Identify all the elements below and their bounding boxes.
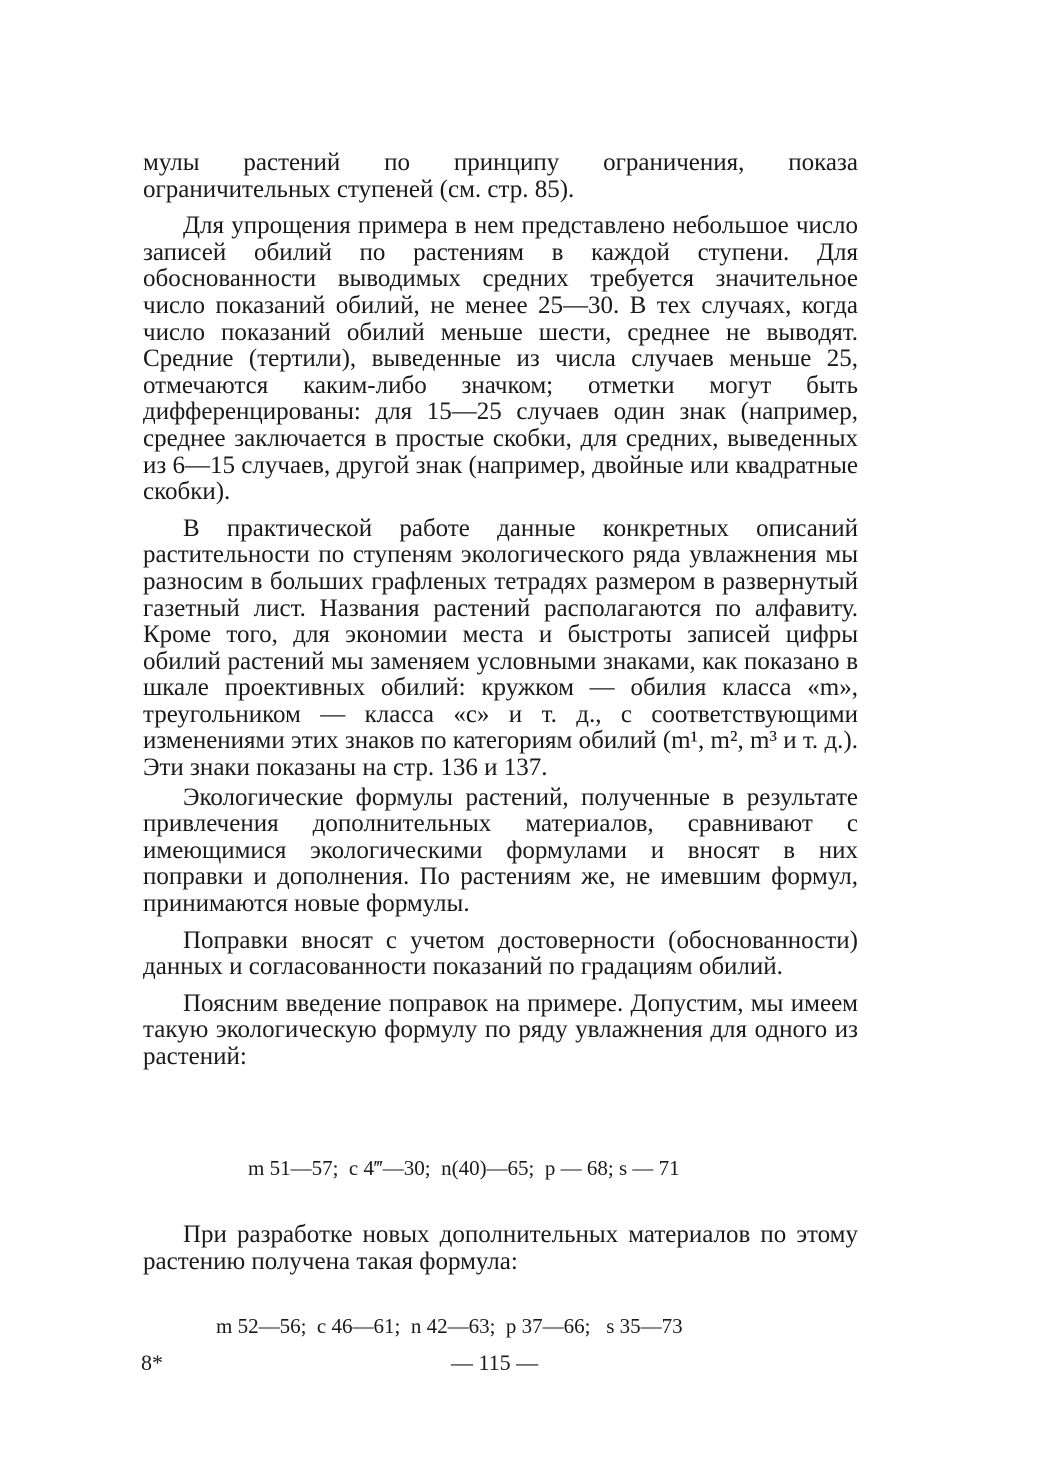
formula-existing: m 51—57; c 4‴—30; n(40)—65; p — 68; s — 71	[248, 1156, 680, 1180]
page-body-lower	[143, 1222, 858, 1275]
paragraph-4: Экологические формулы растений, полученные в результате привлечения дополнительных материалов, сравнивают с имеющимися экологическими формулами и вносят в них поправки и дополнения. По растениям же, не имевшим формул, принимаются новые формулы.	[143, 783, 858, 918]
paragraph-2: Для упрощения примера в нем представлено небольшое число записей обилий по растениям в каждой ступени. Для обоснованности выводимых средних требуется значительное число показаний обилий, не менее 25—30. В тех случаях, когда число показаний обилий меньше шести, среднее не выводят. Средние (тертили), выведенные из числа случаев меньше 25, отмечаются каким-либо значком; отметки могут быть дифференцированы: для 15—25 случаев один знак (например, среднее заключается в простые скобки, для средних, выведенных из 6—15 случаев, другой знак (например, двойные или квадратные скобки).	[143, 212, 858, 506]
paragraph-7: При разработке новых дополнительных материалов по этому растению получена такая формула:	[143, 1221, 858, 1275]
signature-mark: 8*	[141, 1350, 163, 1375]
paragraph-3: В практической работе данные конкретных описаний растительности по ступеням экологического ряда увлажнения мы разносим в больших графленых тетрадях размером в развернутый газетный лист. Названия растений располагаются по алфавиту. Кроме того, для экономии места и быстроты записей цифры обилий растений мы заменяем условными знаками, как показано в шкале проективных обилий: кружком — обилия класса «m», треугольником — класса «c» и т. д., с соответствующими изменениями этих знаков по категориям обилий (m¹, m², m³ и т. д.). Эти знаки показаны на стр. 136 и 137.	[143, 514, 858, 782]
page-number: — 115 —	[451, 1350, 539, 1375]
paragraph-1: мулы растений по принципу ограничения, показа ограничительных ступеней (см. стр. 85).	[143, 149, 858, 203]
page-body	[143, 150, 858, 1071]
paragraph-5: Поправки вносят с учетом достоверности (обоснованности) данных и согласованности показаний по градациям обилий.	[143, 926, 858, 981]
paragraph-6: Поясним введение поправок на примере. Допустим, мы имеем такую экологическую формулу по ряду увлажнения для одного из растений:	[143, 989, 858, 1070]
formula-new: m 52—56; c 46—61; n 42—63; p 37—66; s 35—73	[216, 1314, 683, 1338]
